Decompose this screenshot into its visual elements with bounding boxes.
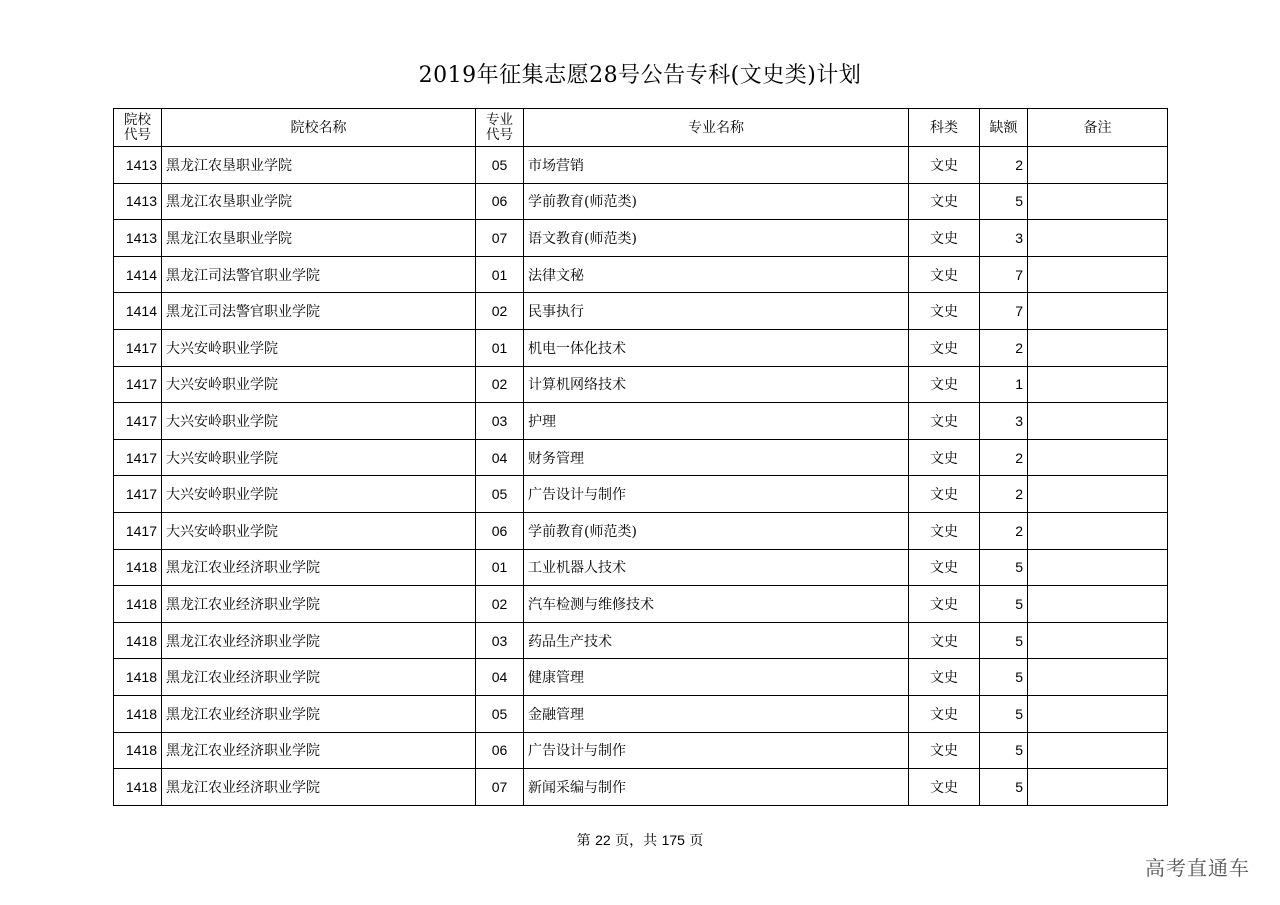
cell-category: 文史 [909,586,980,623]
header-school-code: 院校代号 [114,109,162,147]
cell-school-name: 黑龙江农业经济职业学院 [162,769,476,806]
table-row [114,366,1168,403]
cell-quota: 2 [980,147,1028,184]
cell-category: 文史 [909,147,980,184]
cell-quota: 2 [980,439,1028,476]
cell-note [1028,586,1168,623]
cell-school-code: 1418 [114,622,162,659]
cell-category: 文史 [909,329,980,366]
cell-quota: 2 [980,476,1028,513]
cell-school-code: 1413 [114,147,162,184]
cell-major-name: 汽车检测与维修技术 [524,586,909,623]
cell-school-code: 1418 [114,586,162,623]
cell-major-name: 学前教育(师范类) [524,183,909,220]
cell-note [1028,549,1168,586]
cell-school-name: 大兴安岭职业学院 [162,403,476,440]
cell-major-code: 05 [476,695,524,732]
table-row [114,256,1168,293]
cell-school-name: 黑龙江农垦职业学院 [162,220,476,257]
table-row [114,695,1168,732]
cell-category: 文史 [909,220,980,257]
cell-major-name: 机电一体化技术 [524,329,909,366]
cell-category: 文史 [909,183,980,220]
cell-school-name: 大兴安岭职业学院 [162,329,476,366]
cell-category: 文史 [909,769,980,806]
header-note: 备注 [1028,109,1168,147]
cell-major-name: 市场营销 [524,147,909,184]
cell-major-name: 学前教育(师范类) [524,512,909,549]
cell-category: 文史 [909,622,980,659]
cell-major-name: 健康管理 [524,659,909,696]
cell-major-name: 法律文秘 [524,256,909,293]
cell-school-code: 1414 [114,256,162,293]
cell-quota: 2 [980,329,1028,366]
cell-note [1028,220,1168,257]
cell-category: 文史 [909,256,980,293]
cell-category: 文史 [909,366,980,403]
table-row [114,329,1168,366]
cell-major-code: 04 [476,439,524,476]
footer-middle: 页，共 [615,833,658,849]
cell-school-name: 黑龙江农业经济职业学院 [162,695,476,732]
cell-note [1028,512,1168,549]
cell-major-name: 财务管理 [524,439,909,476]
cell-note [1028,329,1168,366]
table-header-row [114,109,1168,147]
cell-major-code: 03 [476,403,524,440]
cell-major-code: 06 [476,183,524,220]
cell-school-name: 大兴安岭职业学院 [162,439,476,476]
cell-school-code: 1418 [114,732,162,769]
cell-school-name: 黑龙江司法警官职业学院 [162,256,476,293]
cell-quota: 5 [980,549,1028,586]
cell-note [1028,769,1168,806]
cell-note [1028,622,1168,659]
cell-major-code: 02 [476,293,524,330]
cell-quota: 5 [980,586,1028,623]
plan-table [113,108,1168,806]
footer-prefix: 第 [576,833,591,849]
table-row [114,183,1168,220]
table-row [114,622,1168,659]
table-row [114,512,1168,549]
cell-major-name: 金融管理 [524,695,909,732]
watermark: 高考直通车 [1145,856,1250,880]
header-quota: 缺额 [980,109,1028,147]
cell-major-code: 06 [476,512,524,549]
table-row [114,549,1168,586]
cell-quota: 7 [980,293,1028,330]
table-row [114,586,1168,623]
cell-school-name: 黑龙江司法警官职业学院 [162,293,476,330]
footer-suffix: 页 [689,833,704,849]
cell-quota: 5 [980,769,1028,806]
cell-school-code: 1418 [114,549,162,586]
cell-quota: 7 [980,256,1028,293]
cell-major-code: 06 [476,732,524,769]
cell-school-name: 黑龙江农业经济职业学院 [162,659,476,696]
cell-major-name: 民事执行 [524,293,909,330]
cell-quota: 5 [980,183,1028,220]
table-body [114,147,1168,806]
cell-major-code: 01 [476,549,524,586]
cell-note [1028,293,1168,330]
page-title: 2019年征集志愿28号公告专科(文史类)计划 [418,63,862,88]
cell-major-code: 05 [476,476,524,513]
cell-school-code: 1417 [114,512,162,549]
cell-school-name: 黑龙江农业经济职业学院 [162,622,476,659]
cell-major-code: 05 [476,147,524,184]
cell-school-code: 1418 [114,695,162,732]
cell-school-name: 大兴安岭职业学院 [162,512,476,549]
table-row [114,476,1168,513]
cell-school-code: 1417 [114,403,162,440]
cell-quota: 5 [980,622,1028,659]
cell-major-code: 04 [476,659,524,696]
cell-school-name: 黑龙江农业经济职业学院 [162,549,476,586]
table-row [114,732,1168,769]
table-row [114,769,1168,806]
cell-major-name: 新闻采编与制作 [524,769,909,806]
header-major-name: 专业名称 [524,109,909,147]
cell-quota: 5 [980,695,1028,732]
cell-quota: 2 [980,512,1028,549]
table-row [114,659,1168,696]
cell-school-code: 1417 [114,366,162,403]
cell-major-code: 01 [476,256,524,293]
cell-quota: 1 [980,366,1028,403]
cell-major-code: 07 [476,769,524,806]
cell-school-code: 1417 [114,439,162,476]
cell-category: 文史 [909,695,980,732]
footer-page-number: 22 [595,832,611,848]
cell-major-name: 护理 [524,403,909,440]
cell-school-code: 1417 [114,476,162,513]
cell-quota: 3 [980,403,1028,440]
cell-quota: 5 [980,732,1028,769]
cell-category: 文史 [909,439,980,476]
cell-category: 文史 [909,293,980,330]
cell-school-name: 黑龙江农业经济职业学院 [162,586,476,623]
cell-note [1028,476,1168,513]
cell-major-code: 02 [476,366,524,403]
cell-quota: 3 [980,220,1028,257]
page-footer [0,830,1280,850]
cell-category: 文史 [909,476,980,513]
cell-major-code: 01 [476,329,524,366]
cell-category: 文史 [909,512,980,549]
cell-school-name: 黑龙江农业经济职业学院 [162,732,476,769]
cell-note [1028,695,1168,732]
cell-school-name: 黑龙江农垦职业学院 [162,147,476,184]
cell-note [1028,147,1168,184]
cell-school-name: 黑龙江农垦职业学院 [162,183,476,220]
cell-school-name: 大兴安岭职业学院 [162,476,476,513]
header-major-code: 专业代号 [476,109,524,147]
table-row [114,439,1168,476]
cell-major-name: 语文教育(师范类) [524,220,909,257]
cell-note [1028,439,1168,476]
header-category: 科类 [909,109,980,147]
cell-major-code: 02 [476,586,524,623]
cell-category: 文史 [909,403,980,440]
cell-note [1028,183,1168,220]
cell-note [1028,403,1168,440]
cell-school-code: 1413 [114,183,162,220]
table-row [114,293,1168,330]
cell-major-name: 广告设计与制作 [524,476,909,513]
cell-note [1028,256,1168,293]
table-row [114,403,1168,440]
cell-note [1028,366,1168,403]
cell-school-code: 1418 [114,659,162,696]
table-row [114,147,1168,184]
cell-category: 文史 [909,549,980,586]
table-row [114,220,1168,257]
cell-quota: 5 [980,659,1028,696]
footer-total-pages: 175 [661,832,685,848]
cell-major-name: 广告设计与制作 [524,732,909,769]
cell-category: 文史 [909,659,980,696]
cell-major-code: 07 [476,220,524,257]
header-school-name: 院校名称 [162,109,476,147]
cell-school-name: 大兴安岭职业学院 [162,366,476,403]
cell-category: 文史 [909,732,980,769]
cell-school-code: 1414 [114,293,162,330]
cell-school-code: 1418 [114,769,162,806]
cell-note [1028,659,1168,696]
cell-school-code: 1413 [114,220,162,257]
cell-major-name: 药品生产技术 [524,622,909,659]
cell-note [1028,732,1168,769]
cell-major-name: 工业机器人技术 [524,549,909,586]
cell-school-code: 1417 [114,329,162,366]
cell-major-name: 计算机网络技术 [524,366,909,403]
cell-major-code: 03 [476,622,524,659]
